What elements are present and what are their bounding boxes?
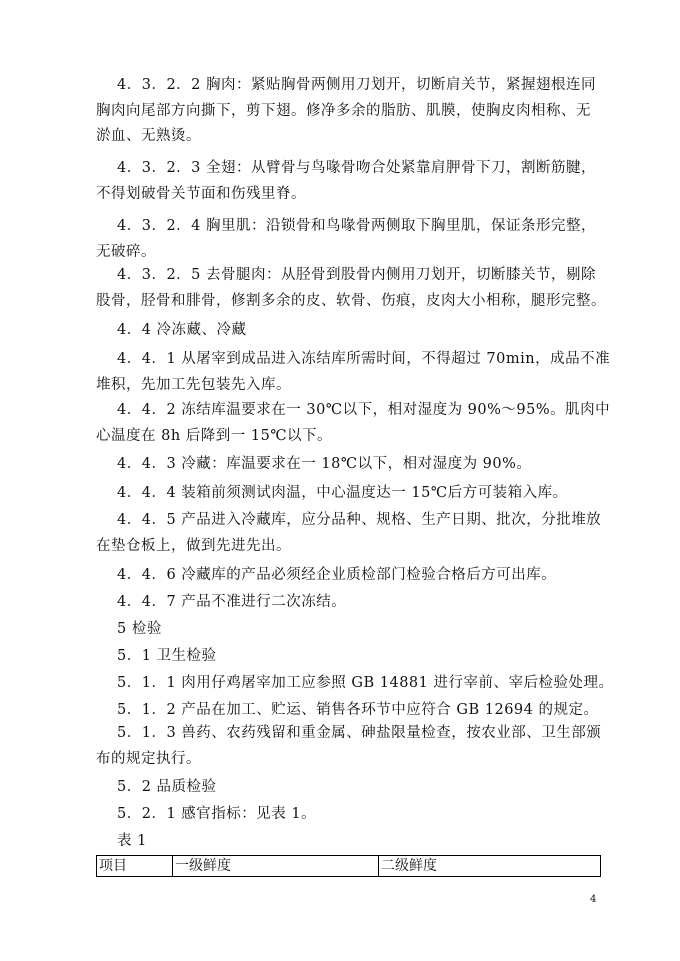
paragraph-4-4-7: 4．4．7 产品不准进行二次冻结。 (117, 594, 347, 610)
paragraph-4-4-6: 4．4．6 冷藏库的产品必须经企业质检部门检验合格后方可出库。 (117, 567, 557, 583)
text-line: 4．4．2 冻结库温要求在一 30℃以下，相对湿度为 90%～95%。肌肉中 (117, 402, 611, 418)
paragraph-4-4-1 (96, 347, 611, 398)
table-header-cell: 项目 (97, 856, 173, 877)
text-line: 布的规定执行。 (96, 750, 201, 767)
table-caption: 表 1 (117, 833, 147, 849)
page-number: 4 (590, 894, 597, 905)
paragraph-4-3-2-3 (96, 156, 600, 207)
text-line: 4．3．2．2 胸肉：紧贴胸骨两侧用刀划开，切断肩关节，紧握翅根连同 (117, 77, 597, 93)
text-line: 4．4．5 产品进入冷藏库，应分品种、规格、生产日期、批次，分批堆放 (117, 512, 602, 528)
text-line: 在垫仓板上，做到先进先出。 (96, 537, 291, 554)
table-header-cell: 二级鲜度 (379, 856, 601, 877)
heading-4-4: 4．4 冷冻藏、冷藏 (117, 322, 247, 338)
text-line: 胸肉向尾部方向撕下，剪下翅。修净多余的脂肪、肌膜，使胸皮肉相称、无 (96, 102, 591, 119)
heading-5: 5 检验 (117, 621, 162, 637)
text-line: 4．3．2．5 去骨腿肉：从胫骨到股骨内侧用刀划开，切断膝关节，剔除 (117, 267, 597, 283)
text-line: 堆积，先加工先包装先入库。 (96, 376, 291, 393)
heading-5-1: 5．1 卫生检验 (117, 648, 217, 664)
paragraph-4-4-3: 4．4．3 冷藏：库温要求在一 18℃以下，相对湿度为 90%。 (117, 456, 532, 472)
table-header-cell: 一级鲜度 (173, 856, 379, 877)
paragraph-5-1-3 (96, 721, 600, 772)
heading-5-2: 5．2 品质检验 (117, 779, 217, 795)
text-line: 4．3．2．3 全翅：从臂骨与鸟喙骨吻合处紧靠肩胛骨下刀，割断筋腱， (117, 160, 597, 176)
paragraph-5-1-2: 5．1．2 产品在加工、贮运、销售各环节中应符合 GB 12694 的规定。 (117, 702, 599, 718)
table-header-row (97, 856, 601, 877)
paragraph-4-3-2-5 (96, 263, 606, 314)
paragraph-4-4-5 (96, 508, 600, 559)
text-line: 股骨，胫骨和腓骨，修割多余的皮、软骨、伤痕，皮肉大小相称，腿形完整。 (96, 292, 606, 309)
text-line: 淤血、无熟烫。 (96, 128, 201, 145)
text-line: 不得划破骨关节面和伤残里脊。 (96, 185, 306, 202)
paragraph-4-4-4: 4．4．4 装箱前须测试肉温，中心温度达一 15℃后方可装箱入库。 (117, 485, 568, 501)
text-line: 5．1．3 兽药、农药残留和重金属、砷盐限量检查，按农业部、卫生部颁 (117, 725, 602, 741)
paragraph-5-1-1: 5．1．1 肉用仔鸡屠宰加工应参照 GB 14881 进行宰前、宰后检验处理。 (117, 675, 614, 691)
text-line: 4．3．2．4 胸里肌：沿锁骨和鸟喙骨两侧取下胸里肌，保证条形完整， (117, 218, 597, 234)
sensory-index-table (96, 855, 601, 877)
text-line: 无破碎。 (96, 243, 156, 260)
paragraph-4-3-2-4 (96, 214, 600, 265)
text-line: 心温度在 8h 后降到一 15℃以下。 (96, 427, 333, 444)
paragraph-5-2-1: 5．2．1 感官指标：见表 1。 (117, 806, 317, 822)
paragraph-4-4-2 (96, 398, 611, 449)
paragraph-4-3-2-2 (96, 73, 600, 150)
text-line: 4．4．1 从屠宰到成品进入冻结库所需时间，不得超过 70min，成品不准 (117, 351, 611, 367)
